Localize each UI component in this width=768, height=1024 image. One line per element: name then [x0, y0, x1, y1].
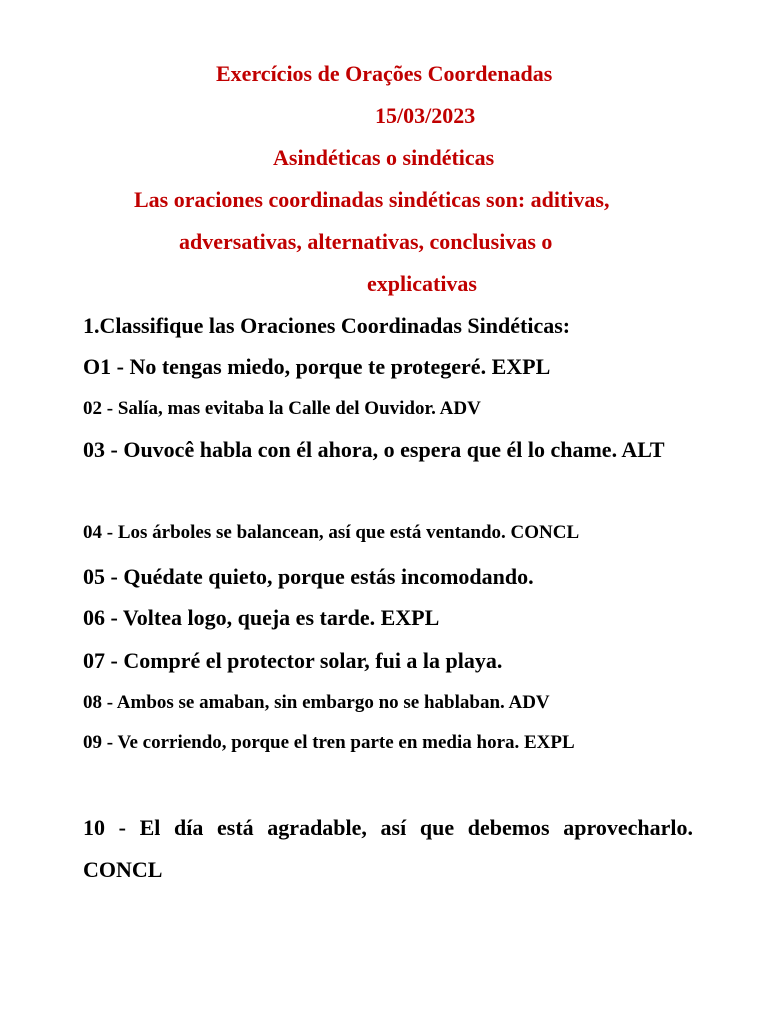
- exercise-item-1: O1 - No tengas miedo, porque te protegeré. EXPL: [83, 354, 551, 379]
- exercise-item-3: 03 - Ouvocê habla con él ahora, o espera que él lo chame. ALT: [83, 437, 665, 462]
- exercise-instruction: 1.Classifique las Oraciones Coordinadas Sindéticas:: [83, 313, 571, 338]
- document-subtitle: Asindéticas o sindéticas: [273, 145, 495, 170]
- exercise-item-8: 08 - Ambos se amaban, sin embargo no se hablaban. ADV: [83, 692, 550, 713]
- exercise-item-10: 10 - El día está agradable, así que debemos aprovecharlo. CONCL: [83, 815, 693, 882]
- exercise-item-2: 02 - Salía, mas evitaba la Calle del Ouvidor. ADV: [83, 398, 481, 419]
- exercise-item-4: 04 - Los árboles se balancean, así que está ventando. CONCL: [83, 522, 580, 543]
- document-date: 15/03/2023: [375, 103, 476, 128]
- document-title: Exercícios de Orações Coordenadas: [216, 61, 553, 86]
- exercise-item-5: 05 - Quédate quieto, porque estás incomodando.: [83, 564, 534, 589]
- intro-line-2: adversativas, alternativas, conclusivas o: [179, 229, 553, 254]
- exercise-item-6: 06 - Voltea logo, queja es tarde. EXPL: [83, 605, 440, 630]
- exercise-item-9: 09 - Ve corriendo, porque el tren parte en media hora. EXPL: [83, 732, 575, 753]
- exercise-item-7: 07 - Compré el protector solar, fui a la playa.: [83, 648, 503, 673]
- intro-line-3: explicativas: [367, 271, 477, 296]
- intro-line-1: Las oraciones coordinadas sindéticas son: aditivas,: [134, 187, 610, 212]
